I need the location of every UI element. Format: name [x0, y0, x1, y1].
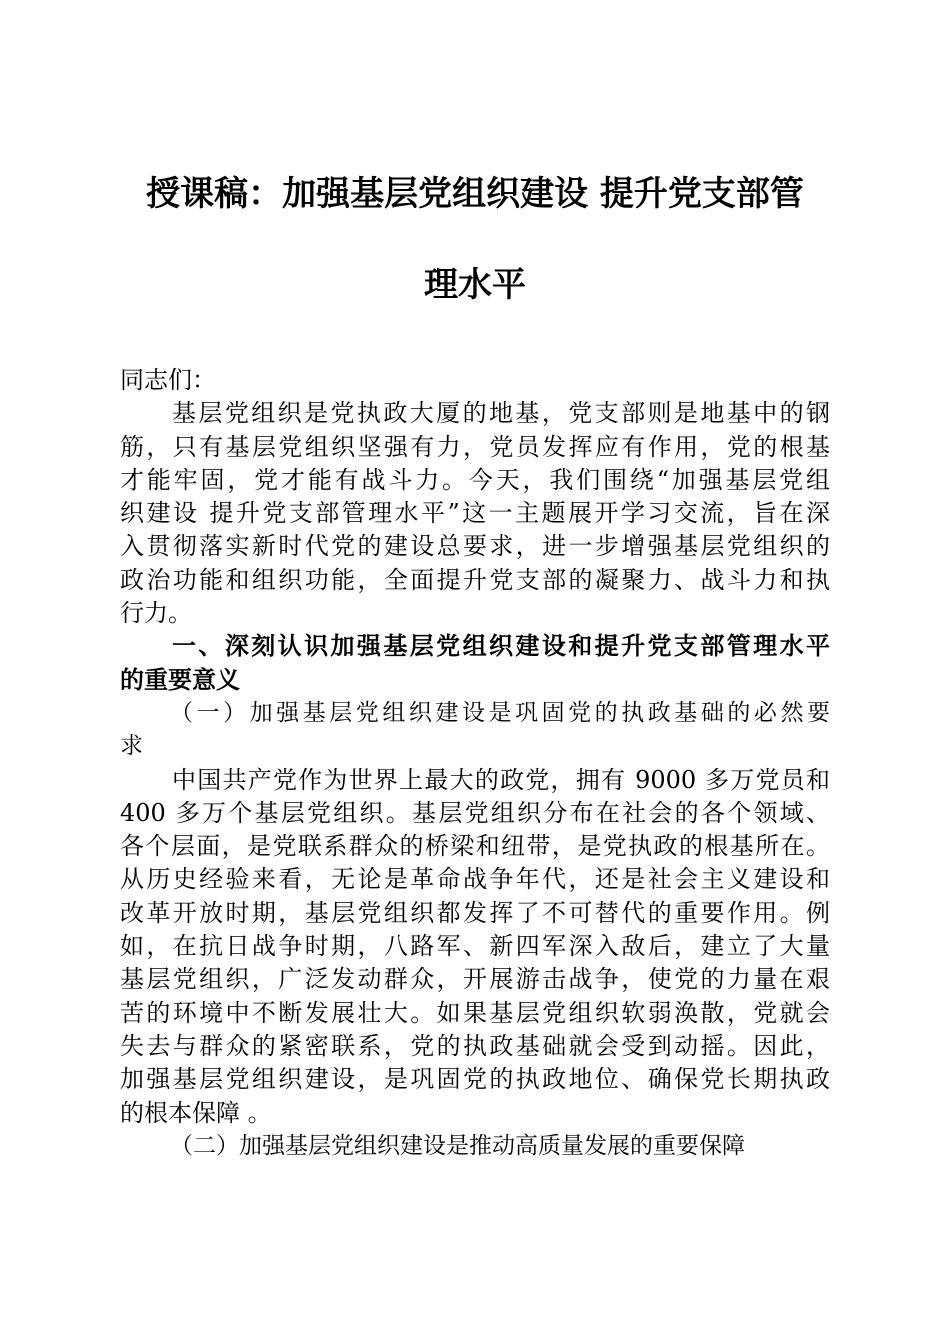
subsection-1-body-line: 失去与群众的紧密联系，党的执政基础就会受到动摇。因此， [120, 1031, 830, 1060]
salutation: 同志们： [120, 366, 216, 394]
document-title-line-1: 授课稿：加强基层党组织建设 提升党支部管 [146, 174, 804, 214]
subsection-1-body-line: 各个层面，是党联系群众的桥梁和纽带，是党执政的根基所在。 [120, 832, 830, 861]
intro-line: 入贯彻落实新时代党的建设总要求，进一步增强基层党组织的 [120, 532, 830, 561]
subsection-1-heading: （一）加强基层党组织建设是巩固党的执政基础的必然要 [170, 699, 830, 726]
subsection-1-heading-cont: 求 [120, 733, 143, 760]
subsection-1-body-line: 基层党组织，广泛发动群众，开展游击战争，使党的力量在艰 [120, 965, 830, 994]
intro-line: 才能牢固，党才能有战斗力。今天，我们围绕“加强基层党组 [120, 465, 830, 494]
subsection-1-body-line: 中国共产党作为世界上最大的政党，拥有 9000 多万党员和 [172, 765, 830, 794]
intro-line: 行力。 [120, 599, 192, 628]
intro-line: 筋，只有基层党组织坚强有力，党员发挥应有作用，党的根基 [120, 432, 830, 461]
section-1-heading-cont: 的重要意义 [120, 665, 240, 694]
document-body [120, 364, 830, 1163]
subsection-1-body-line: 改革开放时期，基层党组织都发挥了不可替代的重要作用。例 [120, 898, 830, 927]
subsection-1-body-line: 加强基层党组织建设，是巩固党的执政地位、确保党长期执政 [120, 1065, 830, 1094]
intro-line: 基层党组织是党执政大厦的地基，党支部则是地基中的钢 [172, 399, 830, 428]
subsection-1-body-line: 如，在抗日战争时期，八路军、新四军深入敌后，建立了大量 [120, 932, 830, 961]
section-1-heading: 一、深刻认识加强基层党组织建设和提升党支部管理水平 [172, 632, 830, 661]
subsection-2-heading: （二）加强基层党组织建设是推动高质量发展的重要保障 [170, 1132, 745, 1159]
subsection-1-body-line: 400 多万个基层党组织。基层党组织分布在社会的各个领域、 [120, 798, 830, 827]
document-title-line-2: 理水平 [424, 265, 526, 305]
intro-line: 政治功能和组织功能，全面提升党支部的凝聚力、战斗力和执 [120, 565, 830, 594]
subsection-1-body-line: 苦的环境中不断发展壮大。如果基层党组织软弱涣散，党就会 [120, 998, 830, 1027]
subsection-1-body-line: 从历史经验来看，无论是革命战争年代，还是社会主义建设和 [120, 865, 830, 894]
intro-line: 织建设 提升党支部管理水平”这一主题展开学习交流，旨在深 [120, 499, 830, 528]
subsection-1-body-line: 的根本保障 。 [120, 1098, 272, 1127]
